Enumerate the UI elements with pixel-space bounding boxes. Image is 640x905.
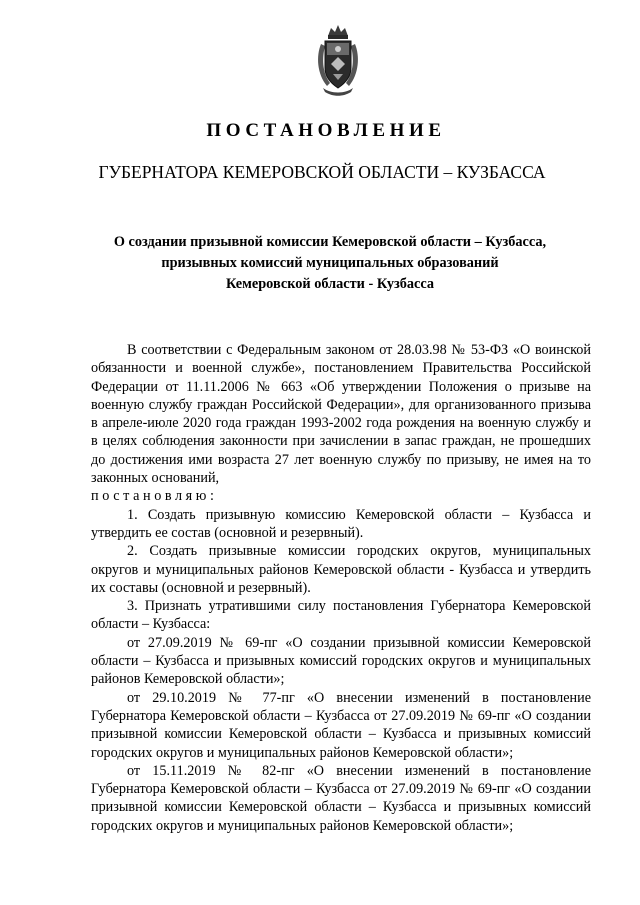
repealed-decree-3: от 15.11.2019 № 82-пг «О внесении изменений в постановление Губернатора Кемеровской области – Кузбасса от 27.09.2019 № 69-пг «О создании призывной комиссии Кемеровской области – Кузбасса и призывных комиссий городских округов и муниципальных районов Кемеровской области»; bbox=[91, 762, 591, 834]
subject-line-2: призывных комиссий муниципальных образований bbox=[161, 255, 499, 271]
item-3-paragraph: 3. Признать утратившими силу постановления Губернатора Кемеровской области – Кузбасса: bbox=[91, 598, 591, 633]
document-body bbox=[91, 341, 591, 835]
coat-of-arms-icon bbox=[313, 22, 363, 97]
subject-line-1: О создании призывной комиссии Кемеровской области – Кузбасса, bbox=[113, 234, 547, 250]
item-2-paragraph: 2. Создать призывные комиссии городских округов, муниципальных округов и муниципальных районов Кемеровской области - Кузбасса и утвердить их составы (основной и резервный). bbox=[91, 543, 591, 596]
document-type-title: ПОСТАНОВЛЕНИЕ bbox=[206, 120, 446, 141]
document-subject bbox=[60, 232, 600, 295]
repealed-decree-2: от 29.10.2019 № 77-пг «О внесении изменений в постановление Губернатора Кемеровской области – Кузбасса от 27.09.2019 № 69-пг «О создании призывной комиссии Кемеровской области – Кузбасса и призывных комиссий городских округов и муниципальных районов Кемеровской области»; bbox=[91, 689, 591, 761]
preamble-paragraph: В соответствии с Федеральным законом от 28.03.98 № 53-ФЗ «О воинской обязанности и военной службе», постановлением Правительства Российской Федерации от 11.11.2006 № 663 «Об утверждении Положения о призыве на военную службу граждан Российской Федерации», для организованного призыва в апреле-июле 2020 года граждан 1993-2002 года рождения на военную службу и в целях соблюдения законности при зачислении в запас граждан, не прошедших до достижения ими возраста 27 лет военную службу по призыву, не имея на то законных оснований, bbox=[91, 342, 591, 487]
issuer-title: ГУБЕРНАТОРА КЕМЕРОВСКОЙ ОБЛАСТИ – КУЗБАССА bbox=[98, 162, 546, 182]
decree-word: постановляю: bbox=[91, 488, 218, 505]
subject-line-3: Кемеровской области - Кузбасса bbox=[225, 276, 435, 292]
item-1-paragraph: 1. Создать призывную комиссию Кемеровской области – Кузбасса и утвердить ее состав (основной и резервный). bbox=[91, 506, 591, 541]
repealed-decree-1: от 27.09.2019 № 69-пг «О создании призывной комиссии Кемеровской области – Кузбасса и призывных комиссий городских округов и муниципальных районов Кемеровской области»; bbox=[91, 634, 591, 688]
